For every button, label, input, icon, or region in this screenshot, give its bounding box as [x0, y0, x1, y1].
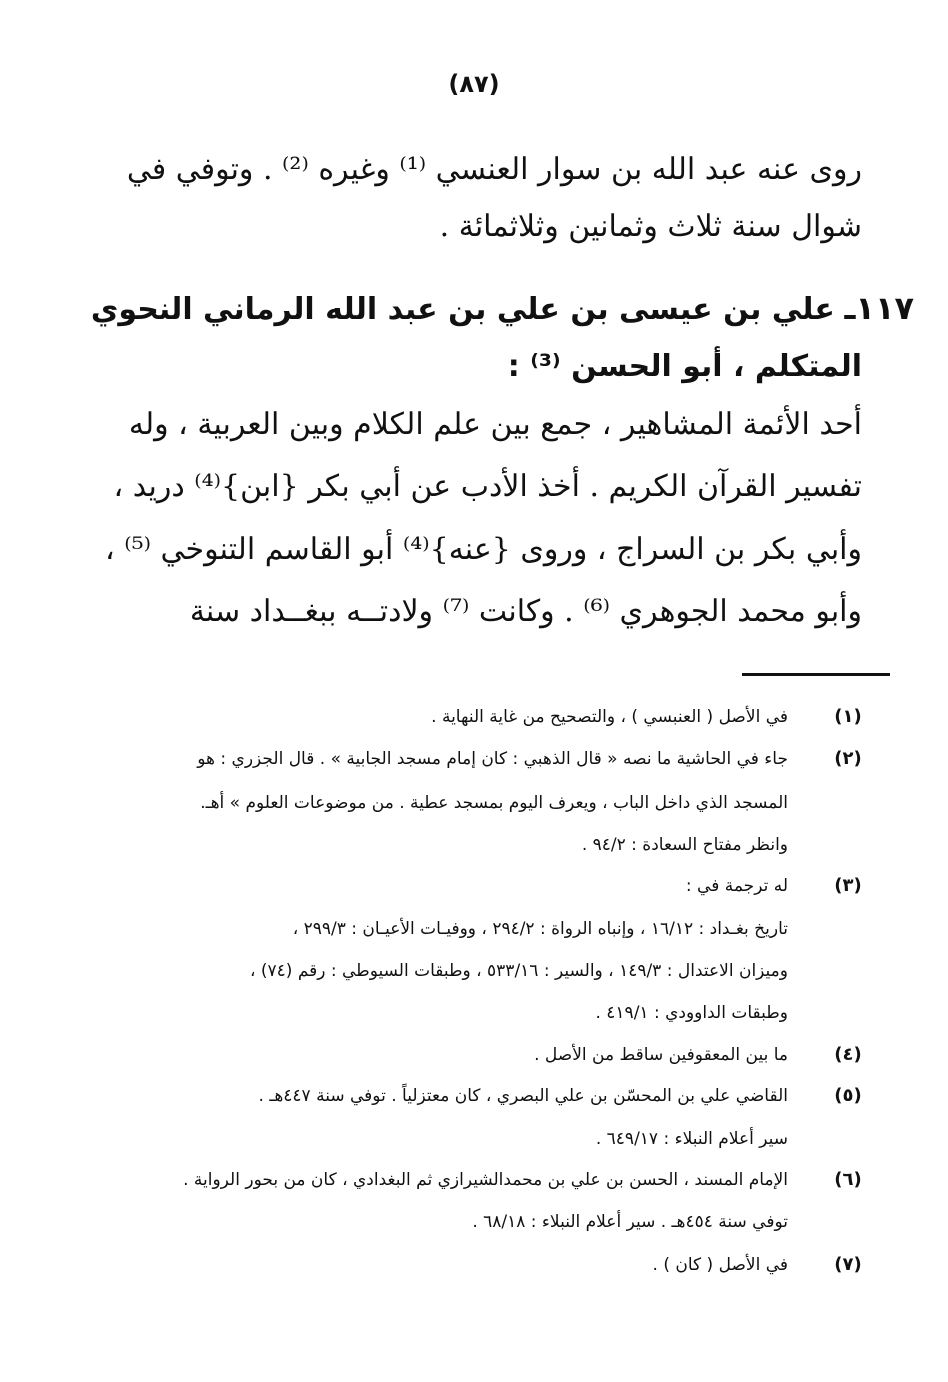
- footnote-number: (٦): [834, 1169, 862, 1190]
- footnote-text: وميزان الاعتدال : ١٤٩/٣ ، والسير : ٥٣٣/١٦ ، وطبقات السيوطي : رقم (٧٤) ،: [249, 961, 788, 981]
- footnote-text: في الأصل ( العنبسي ) ، والتصحيح من غاية النهاية .: [431, 707, 788, 727]
- footnote-number: (١): [834, 706, 862, 727]
- footnote-text: المسجد الذي داخل الباب ، ويعرف اليوم بمسجد عطية . من موضوعات العلوم » أهـ.: [200, 793, 788, 813]
- entry-number: ١١٧ـ: [844, 289, 914, 327]
- footnote-text: وانظر مفتاح السعادة : ٩٤/٢ .: [581, 835, 788, 855]
- footnote-text: في الأصل ( كان ) .: [652, 1255, 788, 1275]
- footnote-text: له ترجمة في :: [685, 876, 788, 896]
- footnote-number: (٣): [834, 875, 862, 896]
- main-text: [90, 0, 914, 660]
- entry-title-line-2: المتكلم ، أبو الحسن ⁽³⁾ :: [507, 349, 862, 384]
- footnote-number: (٤): [834, 1044, 862, 1065]
- footnote-number: (٥): [834, 1085, 862, 1106]
- entry-body-line-2: تفسير القرآن الكريم . أخذ الأدب عن أبي بكر {ابن}⁽⁴⁾ دريد ،: [113, 469, 862, 504]
- footnote-text: جاء في الحاشية ما نصه « قال الذهبي : كان إمام مسجد الجابية » . قال الجزري : هو: [197, 749, 788, 769]
- entry-body-line-1: أحد الأئمة المشاهير ، جمع بين علم الكلام وبين العربية ، وله: [128, 407, 862, 442]
- footnote-text: ما بين المعقوفين ساقط من الأصل .: [534, 1045, 788, 1065]
- entry-body-line-4: وأبو محمد الجوهري ⁽⁶⁾ . وكانت ⁽⁷⁾ ولادتــه ببغــداد سنة: [189, 594, 862, 629]
- continuation-line-1: روى عنه عبد الله بن سوار العنسي ⁽¹⁾ وغيره ⁽²⁾ . وتوفي في: [126, 152, 862, 187]
- footnote-separator: [742, 673, 890, 676]
- footnote-text: سير أعلام النبلاء : ٦٤٩/١٧ .: [595, 1129, 788, 1149]
- footnote-number: (٢): [834, 748, 862, 769]
- footnote-text: تاريخ بغـداد : ١٦/١٢ ، وإنباه الرواة : ٢٩٤/٢ ، ووفيـات الأعيـان : ٢٩٩/٣ ،: [292, 919, 788, 939]
- page-number: (٨٧): [448, 70, 500, 98]
- footnote-text: الإمام المسند ، الحسن بن علي بن محمدالشيرازي ثم البغدادي ، كان من بحور الرواية .: [183, 1170, 788, 1190]
- entry-body-line-3: وأبي بكر بن السراج ، وروى {عنه}⁽⁴⁾ أبو القاسم التنوخي ⁽⁵⁾ ،: [105, 532, 862, 567]
- footnote-number: (٧): [834, 1254, 862, 1275]
- footnote-text: القاضي علي بن المحسّن بن علي البصري ، كان معتزلياً . توفي سنة ٤٤٧هـ .: [258, 1086, 788, 1106]
- footnote-text: وطبقات الداوودي : ٤١٩/١ .: [595, 1003, 788, 1023]
- footnote-text: توفي سنة ٤٥٤هـ . سير أعلام النبلاء : ٦٨/١٨ .: [472, 1212, 788, 1232]
- entry-title-line-1: علي بن عيسى بن علي بن عبد الله الرماني النحوي: [90, 292, 835, 327]
- entry-heading-line-1: [90, 289, 914, 327]
- continuation-line-2: شوال سنة ثلاث وثمانين وثلاثمائة .: [439, 209, 862, 244]
